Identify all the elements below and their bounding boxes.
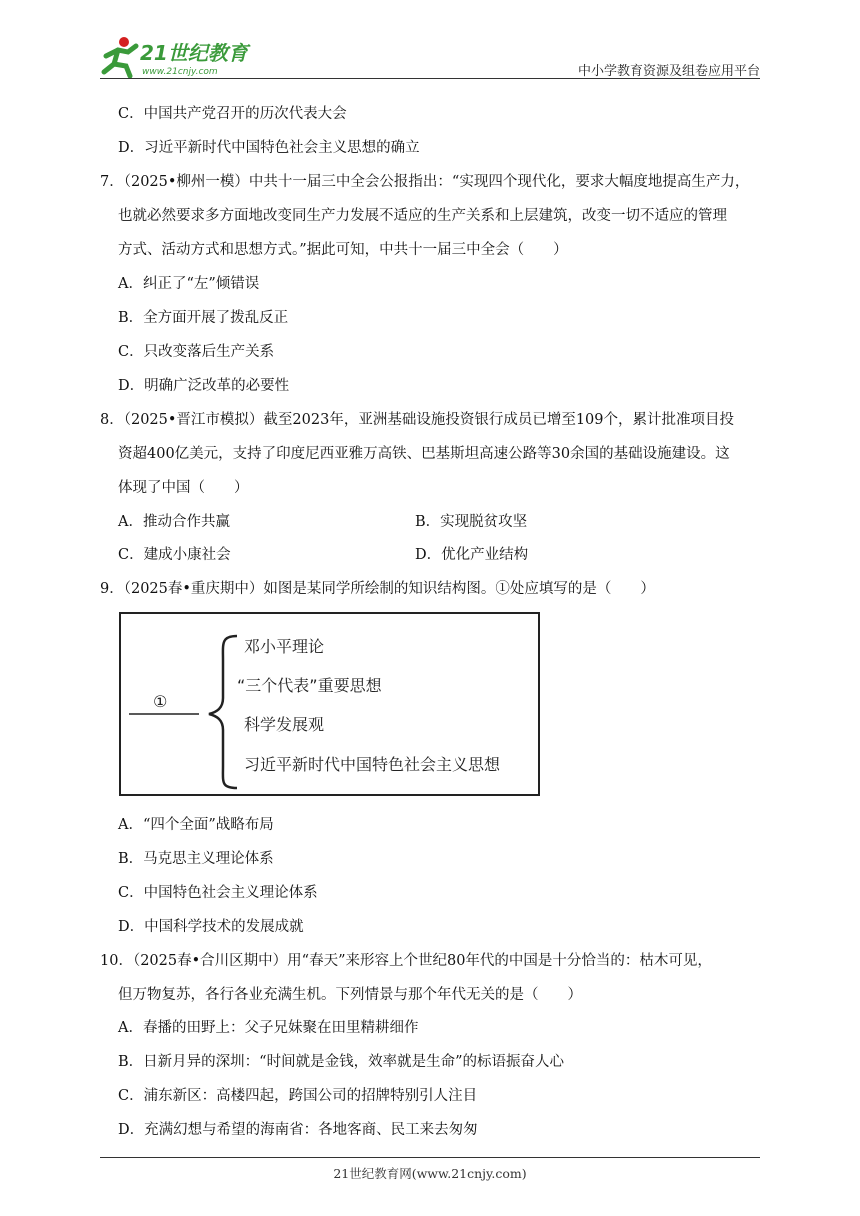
q7-option-d: D．明确广泛改革的必要性 <box>118 378 290 394</box>
q8-option-a: A．推动合作共赢 <box>118 514 230 530</box>
q10-option-c: C．浦东新区：高楼四起，跨国公司的招牌特别引人注目 <box>118 1088 478 1104</box>
q10-stem-line-2: 但万物复苏，各行各业充满生机。下列情景与那个年代无关的是（ ） <box>118 987 582 1003</box>
site-logo <box>96 36 266 78</box>
q8-stem-line-1: 8．（2025•晋江市模拟）截至2023年，亚洲基础设施投资银行成员已增至109个，累计批准项目投 <box>100 412 735 428</box>
q6-option-c: C．中国共产党召开的历次代表大会 <box>118 106 347 122</box>
runner-logo-icon <box>96 36 266 78</box>
diagram-item-2: “三个代表”重要思想 <box>237 676 382 695</box>
q9-option-d: D．中国科学技术的发展成就 <box>118 919 304 935</box>
q7-option-a: A．纠正了“左”倾错误 <box>118 276 260 292</box>
q8-stem-line-2: 资超400亿美元，支持了印度尼西亚雅万高铁、巴基斯坦高速公路等30余国的基础设施建设。这 <box>118 446 730 462</box>
q9-option-a: A．“四个全面”战略布局 <box>118 817 274 833</box>
q6-option-d: D．习近平新时代中国特色社会主义思想的确立 <box>118 140 420 156</box>
q7-stem-line-2: 也就必然要求多方面地改变同生产力发展不适应的生产关系和上层建筑，改变一切不适应的管理 <box>118 208 727 224</box>
q7-option-b: B．全方面开展了拨乱反正 <box>118 310 289 326</box>
header-divider <box>100 78 760 79</box>
diagram-item-3: 科学发展观 <box>244 715 325 734</box>
knowledge-structure-diagram <box>119 612 540 796</box>
footer-text: 21世纪教育网(www.21cnjy.com) <box>333 1166 527 1181</box>
circled-marker: ① <box>153 692 168 711</box>
platform-name: 中小学教育资源及组卷应用平台 <box>577 64 760 79</box>
q7-stem-line-3: 方式、活动方式和思想方式。”据此可知，中共十一届三中全会（ ） <box>118 242 568 258</box>
q9-option-b: B．马克思主义理论体系 <box>118 851 274 867</box>
q10-option-a: A．春播的田野上：父子兄妹聚在田里精耕细作 <box>118 1020 419 1036</box>
q8-option-d: D．优化产业结构 <box>415 547 529 563</box>
q7-option-c: C．只改变落后生产关系 <box>118 344 275 360</box>
logo-text: 21世纪教育 <box>140 41 248 65</box>
diagram-item-4: 习近平新时代中国特色社会主义思想 <box>244 755 501 774</box>
logo-url: www.21cnjy.com <box>142 67 218 77</box>
q9-option-c: C．中国特色社会主义理论体系 <box>118 885 318 901</box>
q8-option-b: B．实现脱贫攻坚 <box>415 514 528 530</box>
q10-option-d: D．充满幻想与希望的海南省：各地客商、民工来去匆匆 <box>118 1122 478 1138</box>
q10-stem-line-1: 10．（2025春•合川区期中）用“春天”来形容上个世纪80年代的中国是十分恰当的：枯木可见， <box>100 953 712 969</box>
diagram-item-1: 邓小平理论 <box>244 637 325 656</box>
q10-option-b: B．日新月异的深圳：“时间就是金钱，效率就是生命”的标语振奋人心 <box>118 1054 564 1070</box>
q8-stem-line-3: 体现了中国（ ） <box>118 480 249 496</box>
q7-stem-line-1: 7．（2025•柳州一模）中共十一届三中全会公报指出：“实现四个现代化，要求大幅度地提高生产力， <box>100 174 750 190</box>
q8-option-c: C．建成小康社会 <box>118 547 231 563</box>
footer-divider <box>100 1157 760 1158</box>
q9-stem: 9．（2025春•重庆期中）如图是某同学所绘制的知识结构图。①处应填写的是（ ） <box>100 581 655 597</box>
